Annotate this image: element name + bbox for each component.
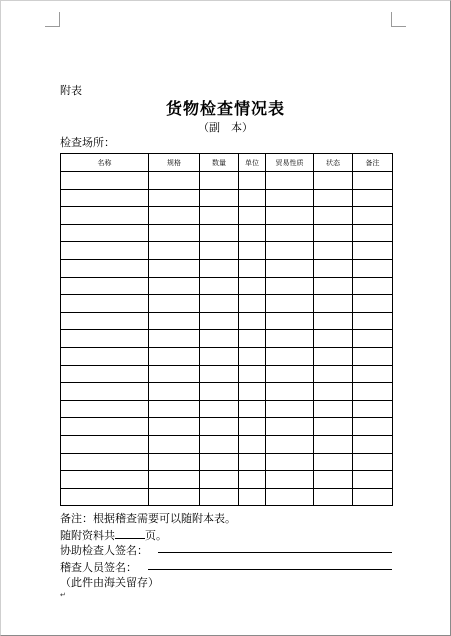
- table-row: [61, 207, 393, 225]
- table-cell[interactable]: [149, 189, 200, 207]
- table-cell[interactable]: [200, 242, 239, 260]
- table-row: [61, 295, 393, 313]
- table-cell[interactable]: [314, 488, 353, 506]
- table-cell[interactable]: [61, 172, 149, 190]
- table-cell[interactable]: [239, 207, 266, 225]
- table-cell[interactable]: [239, 259, 266, 277]
- table-row: [61, 383, 393, 401]
- margin-corner-top-right: [391, 12, 406, 27]
- table-cell[interactable]: [266, 365, 314, 383]
- table-cell[interactable]: [239, 312, 266, 330]
- table-row: [61, 435, 393, 453]
- table-cell[interactable]: [239, 172, 266, 190]
- table-cell[interactable]: [200, 400, 239, 418]
- attachment-label: 附表: [60, 84, 82, 97]
- table-cell[interactable]: [239, 383, 266, 401]
- table-cell[interactable]: [61, 365, 149, 383]
- table-cell[interactable]: [149, 383, 200, 401]
- table-cell[interactable]: [266, 471, 314, 489]
- table-row: [61, 312, 393, 330]
- table-cell[interactable]: [314, 295, 353, 313]
- note-attached-pages: [60, 527, 167, 543]
- table-cell[interactable]: [239, 347, 266, 365]
- inspector-signature-label: 稽查人员签名：: [60, 561, 137, 574]
- column-header-unit: 单位: [239, 154, 266, 172]
- table-cell[interactable]: [314, 435, 353, 453]
- table-cell[interactable]: [353, 330, 393, 348]
- table-cell[interactable]: [353, 242, 393, 260]
- table-cell[interactable]: [266, 488, 314, 506]
- table-cell[interactable]: [353, 189, 393, 207]
- note-remark: 备注：根据稽查需要可以随附本表。: [60, 512, 236, 525]
- table-row: [61, 488, 393, 506]
- table-cell[interactable]: [149, 207, 200, 225]
- table-row: [61, 277, 393, 295]
- table-cell[interactable]: [200, 488, 239, 506]
- table-cell[interactable]: [353, 400, 393, 418]
- table-row: [61, 242, 393, 260]
- document-subtitle: （副 本）: [198, 121, 253, 134]
- column-header-spec: 规格: [149, 154, 200, 172]
- table-cell[interactable]: [149, 330, 200, 348]
- table-cell[interactable]: [239, 471, 266, 489]
- table-cell[interactable]: [314, 242, 353, 260]
- table-cell[interactable]: [314, 312, 353, 330]
- table-cell[interactable]: [149, 347, 200, 365]
- table-cell[interactable]: [266, 172, 314, 190]
- goods-inspection-table: [60, 153, 393, 506]
- table-cell[interactable]: [200, 418, 239, 436]
- table-cell[interactable]: [314, 347, 353, 365]
- table-cell[interactable]: [314, 418, 353, 436]
- table-row: [61, 453, 393, 471]
- table-cell[interactable]: [314, 189, 353, 207]
- table-cell[interactable]: [61, 277, 149, 295]
- table-cell[interactable]: [61, 224, 149, 242]
- table-cell[interactable]: [200, 453, 239, 471]
- table-cell[interactable]: [266, 277, 314, 295]
- table-cell[interactable]: [61, 418, 149, 436]
- table-cell[interactable]: [149, 312, 200, 330]
- table-cell[interactable]: [314, 453, 353, 471]
- table-cell[interactable]: [149, 295, 200, 313]
- table-cell[interactable]: [200, 277, 239, 295]
- table-row: [61, 172, 393, 190]
- table-cell[interactable]: [266, 189, 314, 207]
- table-cell[interactable]: [61, 347, 149, 365]
- table-row: [61, 347, 393, 365]
- table-cell[interactable]: [266, 330, 314, 348]
- table-cell[interactable]: [266, 224, 314, 242]
- table-cell[interactable]: [266, 435, 314, 453]
- table-cell[interactable]: [353, 488, 393, 506]
- table-cell[interactable]: [61, 453, 149, 471]
- table-cell[interactable]: [314, 277, 353, 295]
- table-cell[interactable]: [61, 189, 149, 207]
- table-cell[interactable]: [353, 383, 393, 401]
- table-cell[interactable]: [200, 347, 239, 365]
- table-cell[interactable]: [239, 365, 266, 383]
- table-cell[interactable]: [200, 295, 239, 313]
- column-header-status: 状态: [314, 154, 353, 172]
- attached-pages-prefix: 随附资料共: [60, 529, 115, 542]
- table-cell[interactable]: [239, 242, 266, 260]
- table-cell[interactable]: [200, 259, 239, 277]
- table-cell[interactable]: [61, 312, 149, 330]
- table-row: [61, 365, 393, 383]
- table-row: [61, 471, 393, 489]
- table-cell[interactable]: [239, 330, 266, 348]
- table-cell[interactable]: [61, 471, 149, 489]
- table-cell[interactable]: [61, 242, 149, 260]
- table-cell[interactable]: [61, 488, 149, 506]
- attached-pages-suffix: 页。: [145, 529, 167, 542]
- table-cell[interactable]: [353, 295, 393, 313]
- table-cell[interactable]: [266, 453, 314, 471]
- table-cell[interactable]: [353, 207, 393, 225]
- document-title: 货物检查情况表: [165, 99, 285, 118]
- table-cell[interactable]: [61, 295, 149, 313]
- table-cell[interactable]: [314, 259, 353, 277]
- table-cell[interactable]: [266, 347, 314, 365]
- paragraph-mark: ↵: [60, 591, 66, 599]
- table-cell[interactable]: [200, 435, 239, 453]
- table-cell[interactable]: [239, 295, 266, 313]
- retention-note: （此件由海关留存）: [60, 576, 159, 589]
- table-cell[interactable]: [353, 365, 393, 383]
- table-cell[interactable]: [353, 435, 393, 453]
- table-cell[interactable]: [149, 435, 200, 453]
- table-cell[interactable]: [353, 347, 393, 365]
- table-cell[interactable]: [353, 471, 393, 489]
- column-header-trade-nature: 贸易性质: [266, 154, 314, 172]
- table-row: [61, 418, 393, 436]
- table-cell[interactable]: [200, 471, 239, 489]
- table-cell[interactable]: [149, 400, 200, 418]
- table-cell[interactable]: [239, 453, 266, 471]
- table-cell[interactable]: [239, 189, 266, 207]
- table-body: [61, 172, 393, 506]
- table-cell[interactable]: [61, 207, 149, 225]
- table-cell[interactable]: [314, 172, 353, 190]
- table-cell[interactable]: [266, 400, 314, 418]
- table-cell[interactable]: [353, 172, 393, 190]
- table-row: [61, 400, 393, 418]
- table-cell[interactable]: [149, 277, 200, 295]
- table-row: [61, 330, 393, 348]
- table-cell[interactable]: [200, 383, 239, 401]
- table-cell[interactable]: [61, 435, 149, 453]
- table-cell[interactable]: [266, 418, 314, 436]
- table-cell[interactable]: [149, 172, 200, 190]
- assistant-signature-label: 协助检查人签名：: [60, 544, 148, 557]
- table-cell[interactable]: [149, 242, 200, 260]
- table-cell[interactable]: [200, 207, 239, 225]
- table-cell[interactable]: [239, 418, 266, 436]
- table-cell[interactable]: [149, 453, 200, 471]
- table-cell[interactable]: [200, 330, 239, 348]
- table-row: [61, 259, 393, 277]
- column-header-quantity: 数量: [200, 154, 239, 172]
- table-cell[interactable]: [353, 224, 393, 242]
- table-cell[interactable]: [353, 312, 393, 330]
- table-row: [61, 189, 393, 207]
- table-cell[interactable]: [314, 224, 353, 242]
- table-cell[interactable]: [314, 400, 353, 418]
- table-cell[interactable]: [149, 471, 200, 489]
- table-cell[interactable]: [149, 418, 200, 436]
- inspector-signature-line[interactable]: [148, 569, 392, 570]
- table-cell[interactable]: [353, 418, 393, 436]
- table-cell[interactable]: [239, 277, 266, 295]
- table-cell[interactable]: [266, 312, 314, 330]
- table-cell[interactable]: [314, 471, 353, 489]
- table-cell[interactable]: [149, 365, 200, 383]
- table-cell[interactable]: [200, 312, 239, 330]
- table-cell[interactable]: [353, 277, 393, 295]
- table-cell[interactable]: [61, 330, 149, 348]
- table-cell[interactable]: [239, 400, 266, 418]
- table-cell[interactable]: [266, 242, 314, 260]
- table-cell[interactable]: [266, 383, 314, 401]
- assistant-signature-line[interactable]: [158, 552, 392, 553]
- margin-corner-top-left: [45, 12, 60, 27]
- table-cell[interactable]: [61, 400, 149, 418]
- table-cell[interactable]: [149, 488, 200, 506]
- column-header-remarks: 备注: [353, 154, 393, 172]
- table-cell[interactable]: [200, 365, 239, 383]
- table-cell[interactable]: [61, 259, 149, 277]
- table-cell[interactable]: [353, 453, 393, 471]
- inspection-location-label: 检查场所：: [60, 136, 115, 149]
- table-header-row: [61, 154, 393, 172]
- table-cell[interactable]: [314, 383, 353, 401]
- table-cell[interactable]: [200, 224, 239, 242]
- table-cell[interactable]: [266, 207, 314, 225]
- table-cell[interactable]: [239, 488, 266, 506]
- table-cell[interactable]: [314, 330, 353, 348]
- table-cell[interactable]: [149, 224, 200, 242]
- table-row: [61, 224, 393, 242]
- table-cell[interactable]: [149, 259, 200, 277]
- table-cell[interactable]: [239, 224, 266, 242]
- table-cell[interactable]: [200, 172, 239, 190]
- attached-pages-blank[interactable]: [115, 528, 145, 539]
- table-cell[interactable]: [314, 207, 353, 225]
- table-cell[interactable]: [200, 189, 239, 207]
- table-cell[interactable]: [266, 259, 314, 277]
- table-cell[interactable]: [266, 295, 314, 313]
- table-cell[interactable]: [61, 383, 149, 401]
- table-cell[interactable]: [314, 365, 353, 383]
- column-header-name: 名称: [61, 154, 149, 172]
- table-cell[interactable]: [353, 259, 393, 277]
- table-cell[interactable]: [239, 435, 266, 453]
